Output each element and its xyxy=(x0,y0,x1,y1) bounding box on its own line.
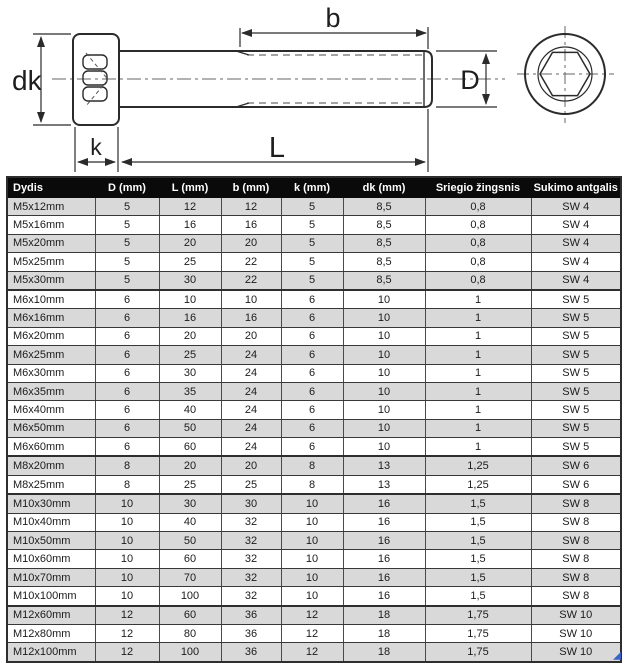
cell-value: 32 xyxy=(221,513,281,531)
socket-slots xyxy=(83,55,107,101)
cell-value: 6 xyxy=(95,419,159,437)
cell-dydis: M10x30mm xyxy=(7,494,95,513)
cell-value: 6 xyxy=(95,401,159,419)
cell-value: 20 xyxy=(221,234,281,252)
cell-dydis: M10x70mm xyxy=(7,568,95,586)
table-row xyxy=(7,475,621,494)
cell-value: 18 xyxy=(343,624,425,642)
cell-value: 12 xyxy=(95,643,159,662)
cell-value: 20 xyxy=(159,456,221,475)
cell-value: 32 xyxy=(221,550,281,568)
cell-value: 5 xyxy=(281,198,343,216)
cell-value: 40 xyxy=(159,401,221,419)
cell-value: 5 xyxy=(281,216,343,234)
column-header: Dydis xyxy=(7,177,95,198)
cell-value: SW 4 xyxy=(531,198,621,216)
cell-value: SW 4 xyxy=(531,253,621,271)
cell-value: 32 xyxy=(221,568,281,586)
dimensions-table-wrap xyxy=(6,176,624,663)
cell-value: 13 xyxy=(343,456,425,475)
cell-value: 25 xyxy=(159,346,221,364)
cell-value: 0,8 xyxy=(425,271,531,290)
column-header: L (mm) xyxy=(159,177,221,198)
cell-value: 16 xyxy=(221,216,281,234)
cell-value: 10 xyxy=(159,290,221,309)
cell-value: 30 xyxy=(221,494,281,513)
cell-value: 16 xyxy=(343,550,425,568)
cell-dydis: M12x100mm xyxy=(7,643,95,662)
cell-value: 6 xyxy=(281,382,343,400)
cell-dydis: M10x50mm xyxy=(7,532,95,550)
cell-value: 30 xyxy=(159,494,221,513)
cell-dydis: M10x100mm xyxy=(7,587,95,606)
cell-value: 40 xyxy=(159,513,221,531)
cell-value: 24 xyxy=(221,438,281,457)
cell-value: 1,5 xyxy=(425,532,531,550)
cell-value: 6 xyxy=(95,438,159,457)
cell-value: 24 xyxy=(221,346,281,364)
cell-dydis: M6x16mm xyxy=(7,309,95,327)
cell-value: 50 xyxy=(159,532,221,550)
cell-value: 6 xyxy=(281,290,343,309)
cell-value: 1,5 xyxy=(425,494,531,513)
cell-value: 10 xyxy=(95,494,159,513)
cell-value: 25 xyxy=(159,253,221,271)
cell-value: 6 xyxy=(281,346,343,364)
cell-value: 20 xyxy=(221,327,281,345)
cell-value: 6 xyxy=(95,364,159,382)
cell-dydis: M5x12mm xyxy=(7,198,95,216)
cell-dydis: M6x50mm xyxy=(7,419,95,437)
dimensions-table xyxy=(6,176,622,663)
table-row xyxy=(7,606,621,625)
cell-value: SW 5 xyxy=(531,327,621,345)
dimension-labels xyxy=(12,3,480,164)
column-header: b (mm) xyxy=(221,177,281,198)
cell-value: 16 xyxy=(343,532,425,550)
cell-value: 5 xyxy=(281,271,343,290)
cell-value: SW 10 xyxy=(531,624,621,642)
cell-value: SW 10 xyxy=(531,643,621,662)
table-row xyxy=(7,587,621,606)
table-row xyxy=(7,346,621,364)
cell-value: 10 xyxy=(95,513,159,531)
cell-dydis: M8x25mm xyxy=(7,475,95,494)
table-row xyxy=(7,364,621,382)
cell-value: 5 xyxy=(95,253,159,271)
cell-value: 24 xyxy=(221,419,281,437)
cell-value: 1,75 xyxy=(425,624,531,642)
cell-value: 6 xyxy=(95,382,159,400)
cell-value: 6 xyxy=(281,419,343,437)
table-row xyxy=(7,532,621,550)
cell-value: 6 xyxy=(281,327,343,345)
cell-dydis: M10x40mm xyxy=(7,513,95,531)
cell-value: 6 xyxy=(95,346,159,364)
cell-dydis: M5x25mm xyxy=(7,253,95,271)
cell-value: 25 xyxy=(221,475,281,494)
cell-value: 22 xyxy=(221,271,281,290)
cell-value: 6 xyxy=(281,401,343,419)
cell-value: 10 xyxy=(343,327,425,345)
cell-value: 20 xyxy=(159,234,221,252)
cell-value: 1 xyxy=(425,401,531,419)
cell-value: 16 xyxy=(343,513,425,531)
cell-value: 70 xyxy=(159,568,221,586)
cell-value: SW 4 xyxy=(531,271,621,290)
cell-value: 36 xyxy=(221,643,281,662)
cell-value: SW 8 xyxy=(531,513,621,531)
cell-value: 16 xyxy=(159,216,221,234)
cell-value: 1 xyxy=(425,346,531,364)
table-row xyxy=(7,438,621,457)
cell-value: 8,5 xyxy=(343,216,425,234)
dimension-lines xyxy=(33,27,497,172)
cell-value: 30 xyxy=(159,271,221,290)
cell-value: 10 xyxy=(95,532,159,550)
cell-value: SW 4 xyxy=(531,216,621,234)
cell-value: 6 xyxy=(281,438,343,457)
cell-value: 1 xyxy=(425,290,531,309)
cell-value: 16 xyxy=(343,494,425,513)
cell-value: 25 xyxy=(159,475,221,494)
cell-value: 5 xyxy=(281,234,343,252)
label-k: k xyxy=(90,134,102,160)
cell-value: SW 8 xyxy=(531,550,621,568)
cell-value: 10 xyxy=(95,587,159,606)
cell-value: 1 xyxy=(425,382,531,400)
table-row xyxy=(7,550,621,568)
cell-value: 8 xyxy=(95,456,159,475)
cell-value: 12 xyxy=(159,198,221,216)
cell-value: 10 xyxy=(343,438,425,457)
cell-value: 1,25 xyxy=(425,456,531,475)
cell-value: 20 xyxy=(159,327,221,345)
cell-dydis: M12x80mm xyxy=(7,624,95,642)
cell-value: SW 6 xyxy=(531,456,621,475)
cell-value: 10 xyxy=(281,587,343,606)
cell-value: 6 xyxy=(95,309,159,327)
cell-value: 1,75 xyxy=(425,643,531,662)
cell-value: 18 xyxy=(343,643,425,662)
cell-value: 10 xyxy=(281,550,343,568)
cell-value: 10 xyxy=(281,513,343,531)
cell-value: 1,5 xyxy=(425,513,531,531)
cell-value: 0,8 xyxy=(425,216,531,234)
cell-value: 10 xyxy=(343,382,425,400)
cell-dydis: M6x35mm xyxy=(7,382,95,400)
label-dk: dk xyxy=(12,65,42,96)
column-header: D (mm) xyxy=(95,177,159,198)
cell-value: 16 xyxy=(343,568,425,586)
cell-value: 1,5 xyxy=(425,587,531,606)
cell-dydis: M5x30mm xyxy=(7,271,95,290)
cell-value: 10 xyxy=(343,290,425,309)
cell-value: 60 xyxy=(159,606,221,625)
cell-value: 6 xyxy=(281,364,343,382)
cell-value: 10 xyxy=(343,419,425,437)
cell-value: 8 xyxy=(281,475,343,494)
cell-value: 5 xyxy=(95,216,159,234)
cell-value: 1,75 xyxy=(425,606,531,625)
column-header: dk (mm) xyxy=(343,177,425,198)
cell-value: 80 xyxy=(159,624,221,642)
cell-dydis: M6x20mm xyxy=(7,327,95,345)
cell-dydis: M5x20mm xyxy=(7,234,95,252)
table-row xyxy=(7,271,621,290)
cell-value: 1 xyxy=(425,438,531,457)
cell-value: 12 xyxy=(221,198,281,216)
cell-value: 5 xyxy=(95,234,159,252)
cell-dydis: M12x60mm xyxy=(7,606,95,625)
cell-value: SW 10 xyxy=(531,606,621,625)
column-header: k (mm) xyxy=(281,177,343,198)
cell-value: 0,8 xyxy=(425,253,531,271)
cell-value: 10 xyxy=(343,401,425,419)
cell-value: 8,5 xyxy=(343,234,425,252)
cell-dydis: M5x16mm xyxy=(7,216,95,234)
cell-value: SW 5 xyxy=(531,346,621,364)
cell-dydis: M6x25mm xyxy=(7,346,95,364)
cell-value: SW 5 xyxy=(531,309,621,327)
cell-value: SW 5 xyxy=(531,438,621,457)
cell-value: 8,5 xyxy=(343,253,425,271)
cell-value: 12 xyxy=(95,624,159,642)
cell-value: 100 xyxy=(159,643,221,662)
table-row xyxy=(7,401,621,419)
cell-value: 8 xyxy=(95,475,159,494)
cell-dydis: M6x40mm xyxy=(7,401,95,419)
cell-value: SW 8 xyxy=(531,587,621,606)
table-row xyxy=(7,234,621,252)
label-L: L xyxy=(268,132,286,164)
cell-dydis: M6x30mm xyxy=(7,364,95,382)
cell-value: 24 xyxy=(221,382,281,400)
table-row xyxy=(7,309,621,327)
table-row xyxy=(7,513,621,531)
column-header: Sriegio žingsnis xyxy=(425,177,531,198)
cell-value: 5 xyxy=(95,198,159,216)
cell-value: 0,8 xyxy=(425,234,531,252)
cell-value: 1,5 xyxy=(425,568,531,586)
cell-value: 10 xyxy=(281,568,343,586)
cell-value: 1,5 xyxy=(425,550,531,568)
cell-value: 10 xyxy=(95,568,159,586)
table-body xyxy=(7,198,621,662)
cell-dydis: M6x60mm xyxy=(7,438,95,457)
table-header-row xyxy=(7,177,621,198)
cell-value: SW 6 xyxy=(531,475,621,494)
cell-value: 8,5 xyxy=(343,271,425,290)
cell-value: 12 xyxy=(281,643,343,662)
cell-value: 24 xyxy=(221,364,281,382)
cell-value: 5 xyxy=(281,253,343,271)
column-header: Sukimo antgalis xyxy=(531,177,621,198)
cell-value: SW 5 xyxy=(531,419,621,437)
cell-value: 1 xyxy=(425,327,531,345)
cell-value: 6 xyxy=(281,309,343,327)
cell-dydis: M8x20mm xyxy=(7,456,95,475)
screw-end-view xyxy=(517,26,614,123)
cell-value: 35 xyxy=(159,382,221,400)
table-row xyxy=(7,253,621,271)
cell-value: 10 xyxy=(281,494,343,513)
cell-value: 20 xyxy=(221,456,281,475)
cell-value: 30 xyxy=(159,364,221,382)
cell-value: 36 xyxy=(221,606,281,625)
cell-value: 13 xyxy=(343,475,425,494)
cell-value: 50 xyxy=(159,419,221,437)
cell-value: SW 5 xyxy=(531,290,621,309)
cell-value: 8,5 xyxy=(343,198,425,216)
cell-value: 36 xyxy=(221,624,281,642)
cell-dydis: M10x60mm xyxy=(7,550,95,568)
cell-value: 32 xyxy=(221,532,281,550)
cell-value: 16 xyxy=(221,309,281,327)
cell-value: 100 xyxy=(159,587,221,606)
table-row xyxy=(7,216,621,234)
cell-value: 10 xyxy=(343,364,425,382)
table-row xyxy=(7,198,621,216)
label-b: b xyxy=(325,3,341,33)
table-row xyxy=(7,419,621,437)
label-D: D xyxy=(460,65,480,95)
table-row xyxy=(7,643,621,662)
cell-value: SW 5 xyxy=(531,401,621,419)
table-row xyxy=(7,624,621,642)
cell-value: 0,8 xyxy=(425,198,531,216)
table-row xyxy=(7,382,621,400)
table-row xyxy=(7,327,621,345)
cell-value: 8 xyxy=(281,456,343,475)
cell-value: 12 xyxy=(95,606,159,625)
cell-value: 1 xyxy=(425,364,531,382)
cell-value: 10 xyxy=(281,532,343,550)
cell-dydis: M6x10mm xyxy=(7,290,95,309)
cell-value: 10 xyxy=(95,550,159,568)
cell-value: 24 xyxy=(221,401,281,419)
cell-value: 12 xyxy=(281,624,343,642)
cell-value: SW 4 xyxy=(531,234,621,252)
cell-value: 10 xyxy=(221,290,281,309)
cell-value: 60 xyxy=(159,438,221,457)
table-row xyxy=(7,568,621,586)
cell-value: 6 xyxy=(95,327,159,345)
cell-value: 22 xyxy=(221,253,281,271)
cell-value: 18 xyxy=(343,606,425,625)
cell-value: 60 xyxy=(159,550,221,568)
cell-value: 6 xyxy=(95,290,159,309)
table-row xyxy=(7,290,621,309)
cell-value: SW 8 xyxy=(531,494,621,513)
cell-value: 1 xyxy=(425,419,531,437)
cell-value: SW 8 xyxy=(531,568,621,586)
cell-value: 10 xyxy=(343,309,425,327)
cell-value: SW 5 xyxy=(531,382,621,400)
screw-side-view xyxy=(52,34,505,125)
cell-value: 1,25 xyxy=(425,475,531,494)
cell-value: 12 xyxy=(281,606,343,625)
cell-value: SW 5 xyxy=(531,364,621,382)
cell-value: 10 xyxy=(343,346,425,364)
cell-value: 5 xyxy=(95,271,159,290)
table-row xyxy=(7,494,621,513)
cell-value: 16 xyxy=(159,309,221,327)
table-row xyxy=(7,456,621,475)
cell-value: 32 xyxy=(221,587,281,606)
cell-value: SW 8 xyxy=(531,532,621,550)
cell-value: 16 xyxy=(343,587,425,606)
cell-value: 1 xyxy=(425,309,531,327)
screw-technical-drawing xyxy=(0,0,630,176)
